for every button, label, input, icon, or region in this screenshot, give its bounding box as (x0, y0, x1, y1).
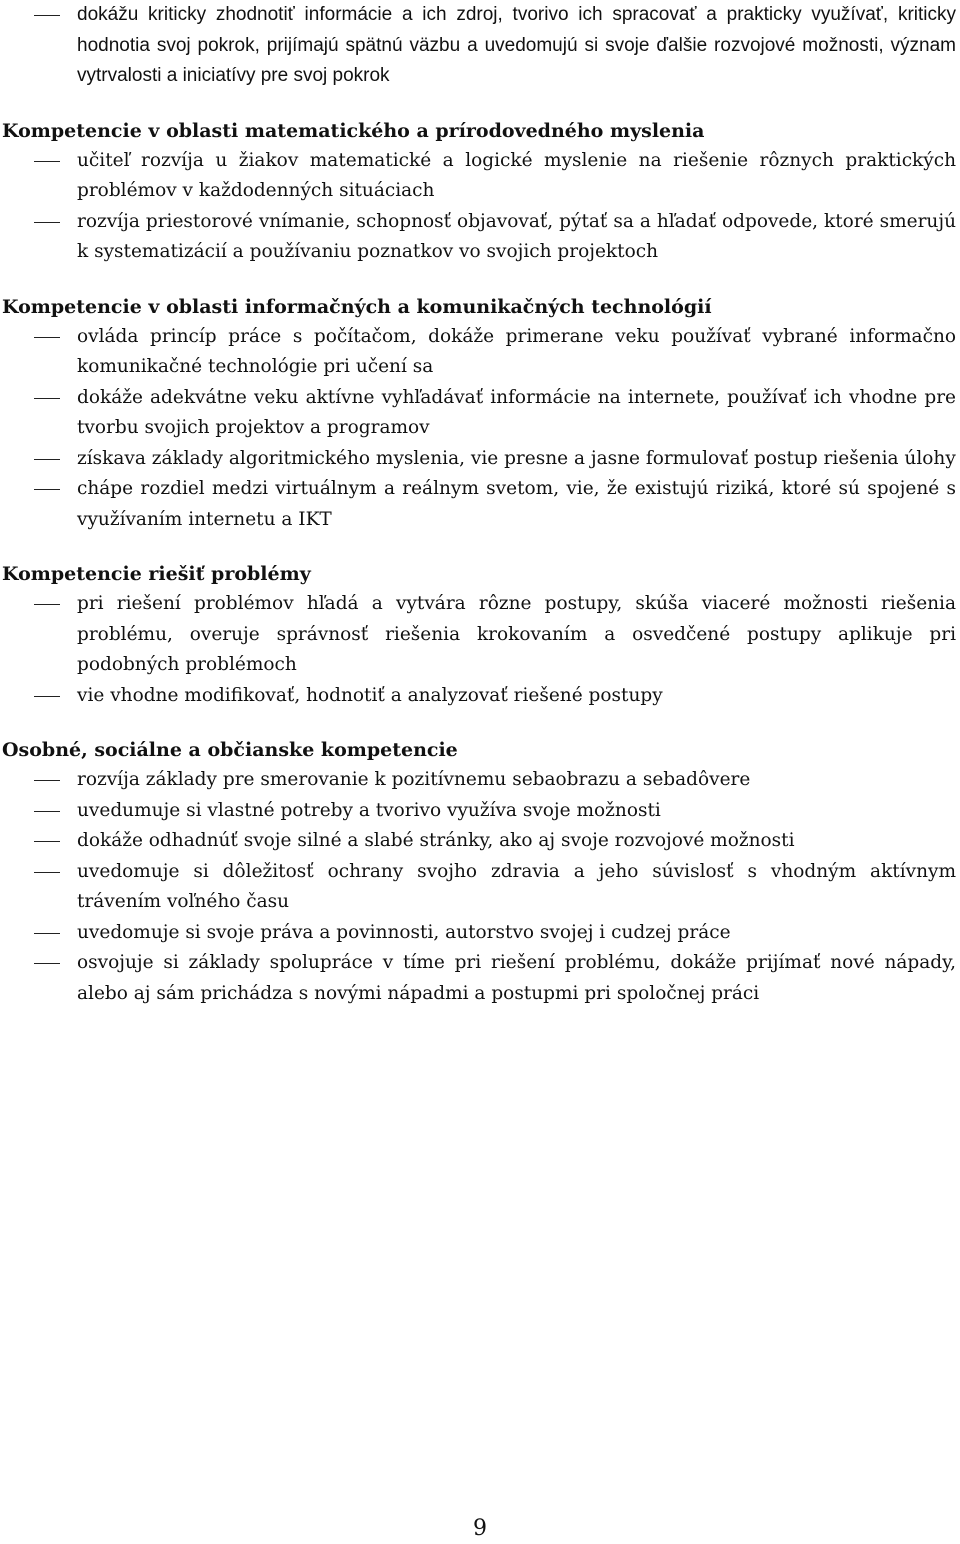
section-heading: Kompetencie v oblasti matematického a prírodovedného myslenia (2, 119, 705, 142)
bullet-list (0, 765, 960, 1009)
list-item (0, 948, 960, 1009)
list-item-text: vie vhodne modifikovať, hodnotiť a analyzovať riešené postupy (77, 684, 663, 706)
dash-bullet-icon (34, 780, 60, 781)
section-gap (0, 711, 960, 735)
list-item (0, 383, 960, 444)
bullet-list (0, 322, 960, 536)
dash-bullet-icon (34, 337, 60, 338)
dash-bullet-icon (34, 963, 60, 964)
list-item-text: ovláda princíp práce s počítačom, dokáže primerane veku používať vybrané informačno komunikačné technológie pri učení sa (77, 325, 956, 377)
dash-bullet-icon (34, 872, 60, 873)
section-heading: Osobné, sociálne a občianske kompetencie (2, 739, 458, 761)
dash-bullet-icon (34, 398, 60, 399)
list-item-text: dokáže odhadnúť svoje silné a slabé stránky, ako aj svoje rozvojové možnosti (77, 830, 795, 851)
list-item (0, 796, 960, 827)
list-item (0, 474, 960, 535)
list-item-text: uvedomuje si dôležitosť ochrany svojho zdravia a jeho súvislosť s vhodným aktívnym trávením voľného času (77, 860, 956, 912)
list-item (0, 589, 960, 681)
section-heading: Kompetencie riešiť problémy (2, 563, 311, 585)
section-0 (0, 0, 960, 92)
list-item-text: osvojuje si základy spolupráce v tíme pri riešení problému, dokáže prijímať nové nápady, alebo aj sám prichádza s novými nápadmi a postupmi pri spoločnej práci (77, 952, 956, 1004)
dash-bullet-icon (34, 489, 60, 490)
list-item (0, 146, 960, 207)
dash-bullet-icon (34, 15, 60, 16)
dash-bullet-icon (34, 222, 60, 223)
list-item (0, 918, 960, 949)
dash-bullet-icon (34, 696, 60, 697)
dash-bullet-icon (34, 161, 60, 162)
page-number: 9 (473, 1516, 487, 1541)
section-4 (0, 711, 960, 1009)
bullet-list (0, 146, 960, 268)
bullet-list (0, 0, 960, 92)
list-item-text: učiteľ rozvíja u žiakov matematické a logické myslenie na riešenie rôznych praktických problémov v každodenných situáciach (77, 149, 956, 201)
list-item-text: dokáže adekvátne veku aktívne vyhľadávať informácie na internete, používať ich vhodne pre tvorbu svojich projektov a programov (77, 386, 956, 438)
dash-bullet-icon (34, 604, 60, 605)
list-item (0, 322, 960, 383)
section-3 (0, 535, 960, 711)
list-item-text: rozvíja priestorové vnímanie, schopnosť objavovať, pýtať sa a hľadať odpovede, ktoré smerujú k systematizácií a používaniu poznatkov vo svojich projektoch (77, 210, 956, 262)
list-item-text: uvedumuje si vlastné potreby a tvorivo využíva svoje možnosti (77, 799, 661, 821)
list-item (0, 765, 960, 796)
section-gap (0, 92, 960, 116)
list-item-text: dokážu kriticky zhodnotiť informácie a ich zdroj, tvorivo ich spracovať a prakticky využívať, kriticky hodnotia svoj pokrok, prijímajú spätnú väzbu a uvedomujú si svoje ďalšie rozvojové možnosti, význam vytrvalosti a iniciatívy pre svoj pokrok (77, 4, 956, 86)
section-heading: Kompetencie v oblasti informačných a komunikačných technológií (2, 295, 712, 318)
section-gap (0, 268, 960, 292)
dash-bullet-icon (34, 841, 60, 842)
dash-bullet-icon (34, 933, 60, 934)
list-item-text: chápe rozdiel medzi virtuálnym a reálnym svetom, vie, že existujú riziká, ktoré sú spojené s využívaním internetu a IKT (77, 478, 956, 530)
section-gap (0, 535, 960, 559)
list-item-text: získava základy algoritmického myslenia, vie presne a jasne formulovať postup riešenia úlohy (77, 447, 956, 469)
list-item (0, 0, 960, 92)
bullet-list (0, 589, 960, 711)
dash-bullet-icon (34, 811, 60, 812)
dash-bullet-icon (34, 459, 60, 460)
list-item-text: uvedomuje si svoje práva a povinnosti, autorstvo svojej i cudzej práce (77, 921, 731, 943)
list-item-text: pri riešení problémov hľadá a vytvára rôzne postupy, skúša viaceré možnosti riešenia problému, overuje správnosť riešenia krokovaním a osvedčené postupy aplikuje pri podobných problémoch (77, 593, 956, 675)
list-item-text: rozvíja základy pre smerovanie k pozitívnemu sebaobrazu a sebadôvere (77, 769, 751, 790)
list-item (0, 444, 960, 475)
list-item (0, 826, 960, 857)
list-item (0, 207, 960, 268)
list-item (0, 857, 960, 918)
list-item (0, 681, 960, 712)
section-2 (0, 268, 960, 536)
section-1 (0, 92, 960, 268)
